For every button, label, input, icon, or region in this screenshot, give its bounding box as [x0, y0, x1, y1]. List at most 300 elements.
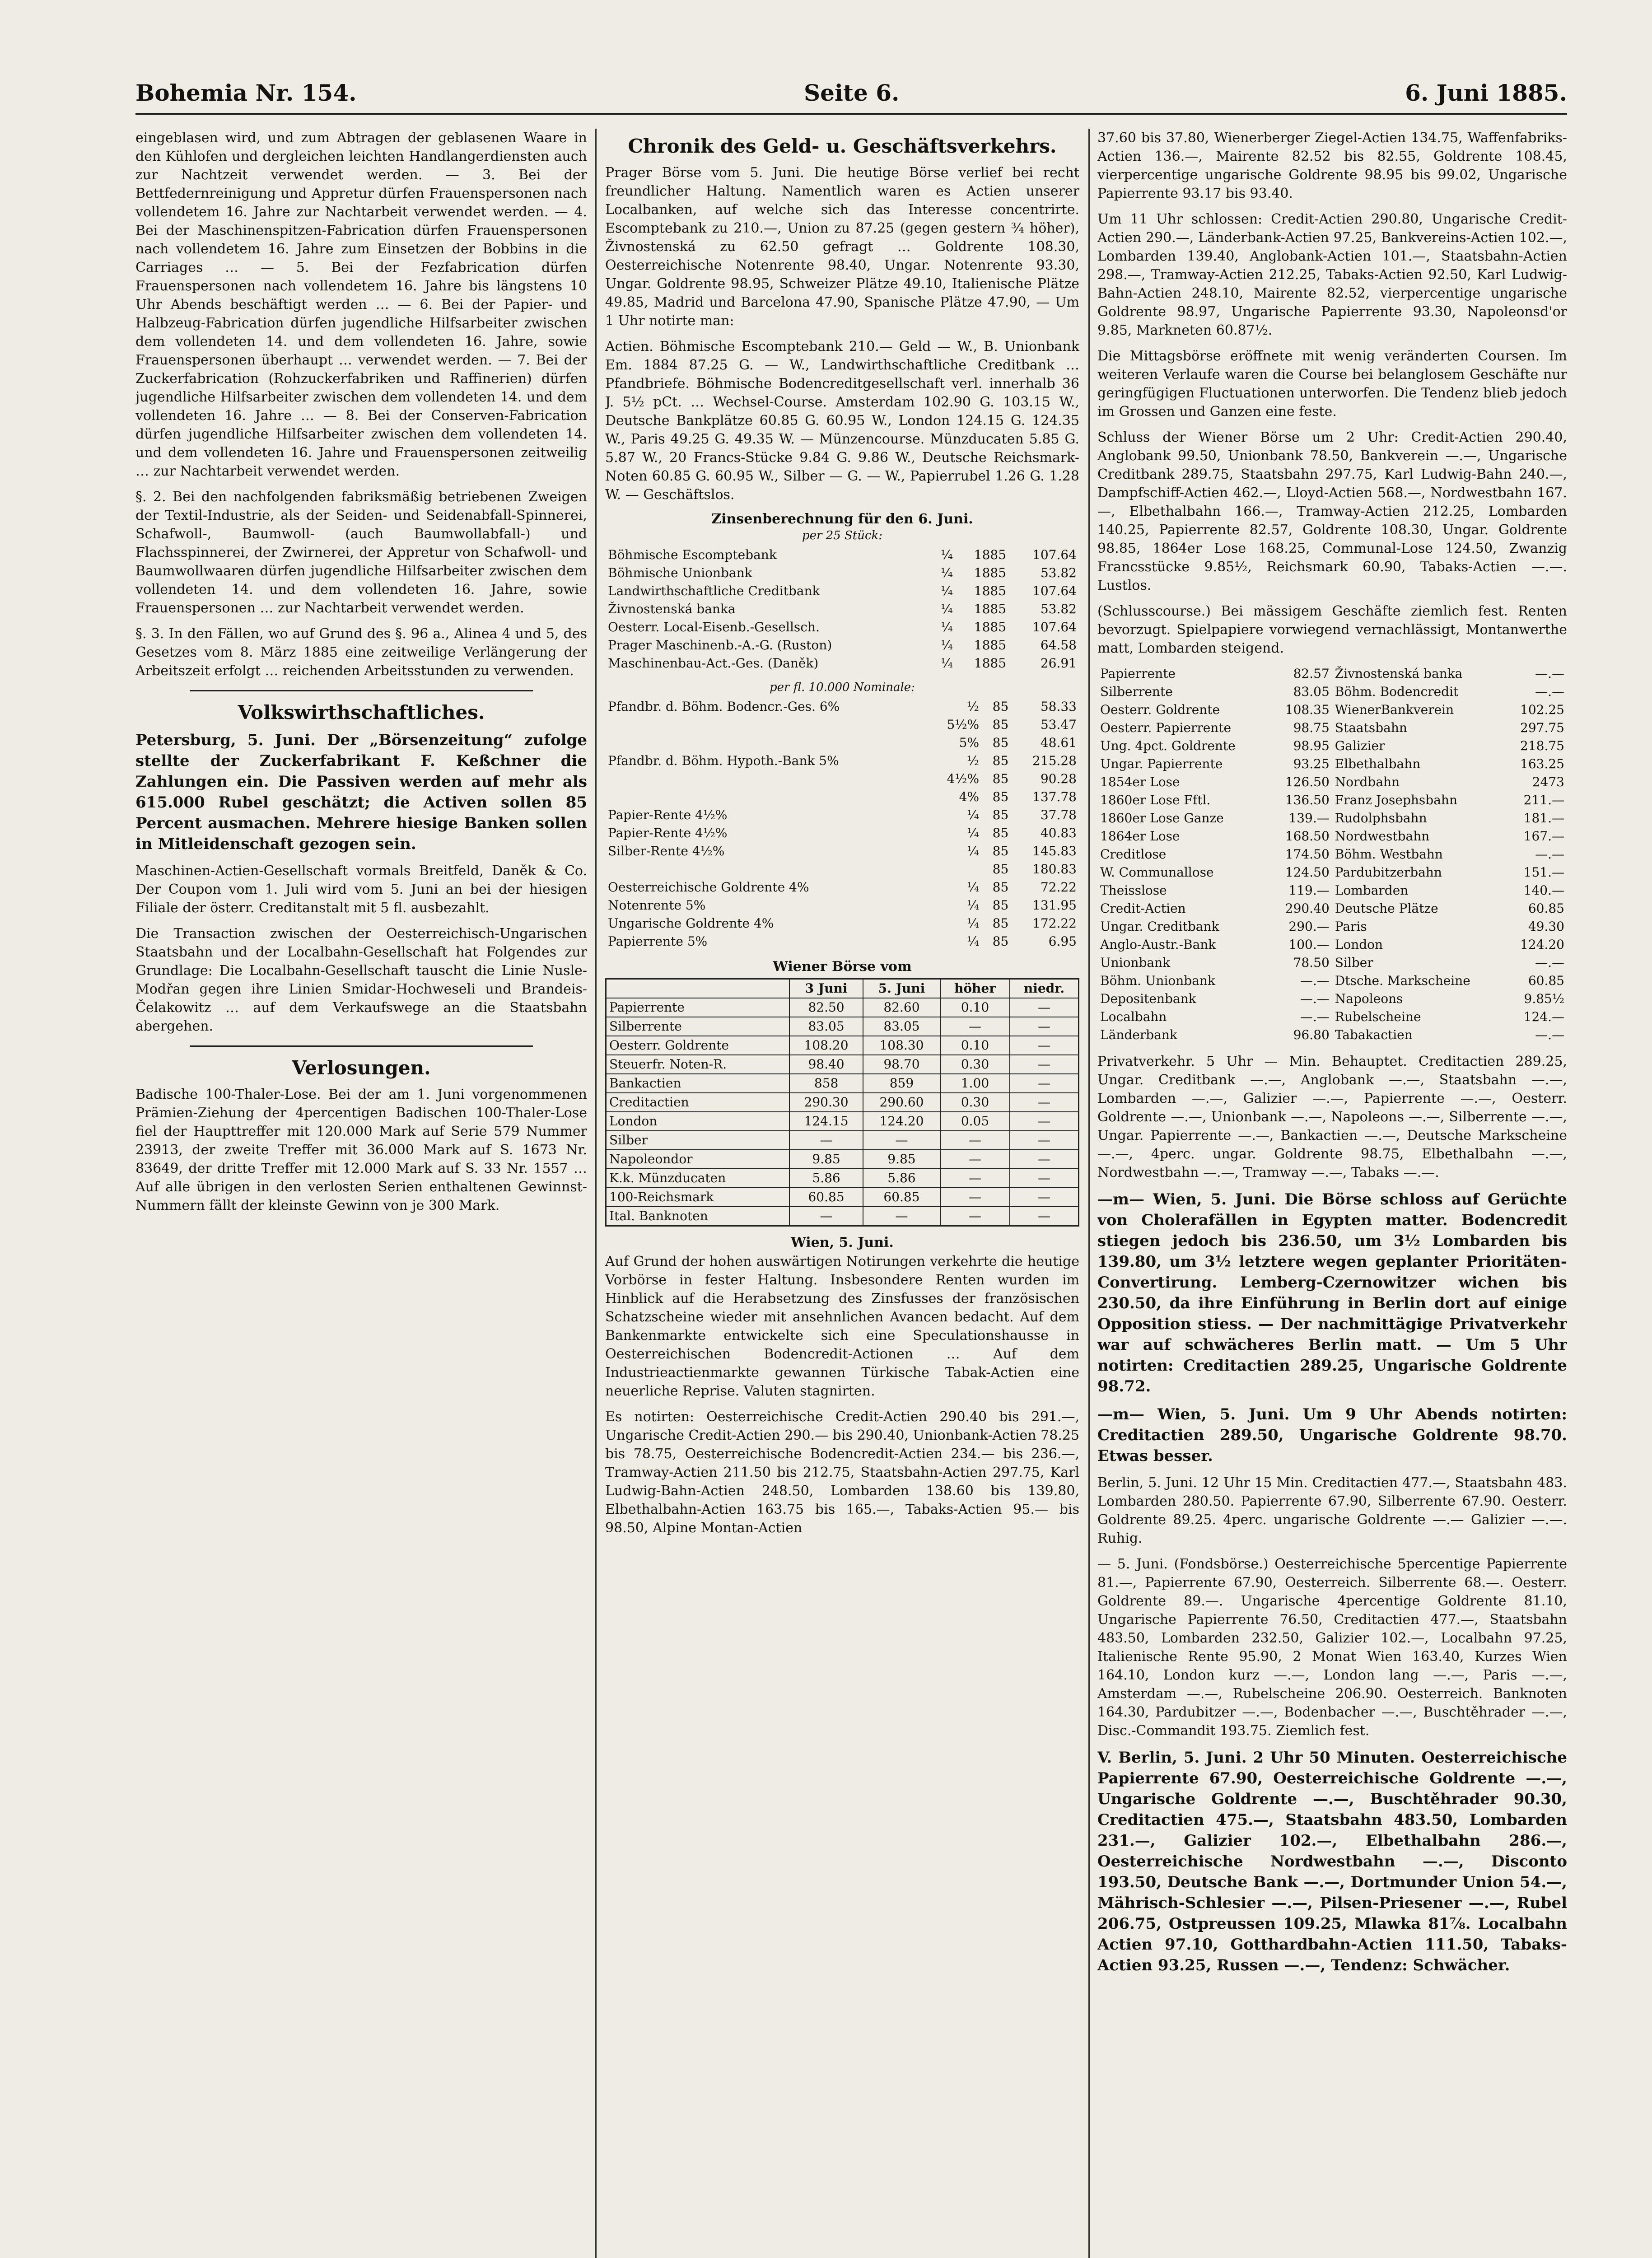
- table-cell: Böhm. Unionbank: [1100, 973, 1215, 988]
- table-cell: —.—: [1535, 1027, 1564, 1042]
- table-cell: ¼: [966, 898, 980, 913]
- table-cell: 140.—: [1523, 883, 1564, 898]
- table-cell: —.—: [1535, 684, 1564, 699]
- table-row: [605, 734, 1079, 752]
- table-cell: [605, 734, 930, 752]
- table-cell: 1854er Lose: [1100, 774, 1180, 789]
- table-cell: Böhmische Unionbank: [608, 565, 752, 580]
- table-cell: —: [1010, 1188, 1078, 1207]
- table-cell: Napoleondor: [606, 1150, 790, 1169]
- table-cell: —: [1010, 1017, 1078, 1036]
- table-row: [606, 1131, 1079, 1150]
- table-cell: 290.60: [863, 1093, 940, 1112]
- table-cell: 139.—: [1288, 811, 1330, 826]
- table-cell: [605, 788, 930, 806]
- table-cell: W. Communallose: [1100, 865, 1214, 880]
- paragraph: Die Mittagsbörse eröffnete mit wenig veränderten Coursen. Im weiteren Verlaufe waren die Course bei belanglosem Geschäfte nur geringfügigen Fluctuationen unterworfen. Die Tendenz blieb jedoch im Grossen und Ganzen eine feste.: [1097, 348, 1567, 420]
- column-header: 5. Juni: [863, 979, 940, 998]
- lead-paragraph: Petersburg, 5. Juni. Der „Börsenzeitung“ zufolge stellte der Zuckerfabrikant F. Keßchner die Zahlungen ein. Die Passiven werden auf mehr als 615.000 Rubel geschätzt; die Activen sollen 85 Percent ausmachen. Mehrere hiesige Banken sollen in Mitleidenschaft gezogen sein.: [135, 731, 587, 853]
- table-cell: 40.83: [1040, 826, 1077, 840]
- table-cell: 82.60: [863, 998, 940, 1017]
- table-cell: —: [940, 1188, 1010, 1207]
- table-cell: 85: [992, 735, 1009, 750]
- table-cell: Rubelscheine: [1335, 1009, 1421, 1024]
- paragraph: Schluss der Wiener Börse um 2 Uhr: Credit-Actien 290.40, Anglobank 99.50, Unionbank 78.50, Bankverein —.—, Ungarische Creditbank 289.75, Staatsbahn 297.75, Karl Ludwig-Bahn 240.—, Dampfschiff-Actien 462.—, Lloyd-Actien 568.—, Nordwestbahn 167.—, Elbethalbahn 166.—, Tramway-Actien 212.25, Lombarden 140.25, Papierrente 82.57, Goldrente 108.30, Ungar. Goldrente 98.85, 1864er Lose 168.25, Communal-Lose 124.50, Zwanzig Francsstücke 9.85½, Reichsmark 60.90, Tabaks-Actien —.—. Lustlos.: [1097, 429, 1567, 593]
- table-cell: ½: [966, 753, 980, 768]
- lead-paragraph: —m— Wien, 5. Juni. Die Börse schloss auf Gerüchte von Cholerafällen in Egypten matter. Bodencredit stiegen jedoch bis 236.50, um 3½ Lombarden bis 139.80, um 3½ letztere wegen geplanter Prioritäten-Convertirung. Lemberg-Czernowitzer wichen bis 230.50, da ihre Einführung in Berlin dort auf einige Opposition stiess. — Der nachmittägige Privatverkehr war auf schwächeres Berlin matt. — Um 5 Uhr notirten: Creditactien 289.25, Ungarische Goldrente 98.72.: [1097, 1190, 1567, 1395]
- table-cell: 211.—: [1523, 793, 1564, 807]
- table-row: [605, 600, 1079, 618]
- table-cell: 85: [992, 807, 1009, 822]
- table-cell: 49.30: [1528, 919, 1564, 934]
- table-cell: —: [940, 1131, 1010, 1150]
- table-cell: ¼: [940, 583, 953, 598]
- table-row: [605, 698, 1079, 716]
- table-cell: —.—: [1300, 1009, 1330, 1024]
- table-cell: 1864er Lose: [1100, 829, 1180, 844]
- table-row: [1097, 863, 1567, 882]
- table-row: [605, 618, 1079, 636]
- table-cell: —: [863, 1131, 940, 1150]
- table-cell: 60.85: [863, 1188, 940, 1207]
- table-row: [606, 1169, 1079, 1188]
- table-row: [606, 1055, 1079, 1074]
- table-cell: 108.30: [863, 1036, 940, 1055]
- section-heading: Verlosungen.: [292, 1057, 431, 1079]
- table-cell: 60.85: [789, 1188, 863, 1207]
- table-cell: —: [940, 1017, 1010, 1036]
- column-right: [1097, 129, 1567, 2258]
- table-row: [1097, 918, 1567, 936]
- table-cell: —: [1010, 1093, 1078, 1112]
- header-publication: Bohemia Nr. 154.: [135, 79, 357, 106]
- column-left: [135, 129, 587, 2258]
- table-cell: Paris: [1335, 919, 1367, 934]
- table-row: [605, 842, 1079, 860]
- table-cell: 290.40: [1285, 901, 1330, 916]
- table-cell: Localbahn: [1100, 1009, 1167, 1024]
- table-row: [606, 1074, 1079, 1093]
- table-cell: Credit-Actien: [1100, 901, 1186, 916]
- table-cell: 5.86: [863, 1169, 940, 1188]
- table-row: [1097, 845, 1567, 863]
- table-cell: ¼: [966, 934, 980, 949]
- table-cell: Silber-Rente 4½%: [608, 844, 725, 858]
- table-cell: ¼: [940, 547, 953, 562]
- table-cell: 85: [992, 717, 1009, 732]
- table-cell: Franz Josephsbahn: [1335, 793, 1457, 807]
- table-cell: 0.10: [940, 1036, 1010, 1055]
- table-cell: Ung. 4pct. Goldrente: [1100, 738, 1236, 753]
- paragraph: Privatverkehr. 5 Uhr — Min. Behauptet. Creditactien 289.25, Ungar. Creditbank —.—, Anglobank —.—, Staatsbahn —.—, Lombarden —.—, Galizier —.—, Papierrente —.—, Oesterr. Goldrente —.—, Unionbank —.—, Napoleons —.—, Silberrente —.—, Ungar. Papierrente —.—, Bankactien —.—, Deutsche Markscheine —.—, 4perc. ungar. Goldrente 98.75, Elbethalbahn —.—, Nordwestbahn —.—, Tramway —.—, Tabaks —.—.: [1097, 1054, 1567, 1180]
- table-cell: Bankactien: [606, 1074, 790, 1093]
- table-cell: Depositenbank: [1100, 991, 1196, 1006]
- table-row: [1097, 701, 1567, 719]
- table-cell: Dtsche. Markscheine: [1335, 973, 1470, 988]
- table-cell: 60.85: [1528, 901, 1564, 916]
- table-cell: 0.30: [940, 1055, 1010, 1074]
- table-row: [1097, 809, 1567, 827]
- paragraph: Die Transaction zwischen der Oesterreichisch-Ungarischen Staatsbahn und der Localbahn-Gesellschaft hat Folgendes zur Grundlage: Die Localbahn-Gesellschaft tauscht die Linie Nusle-Modřan gegen ihre Linien Smidar-Hochweseli und Brandeis-Čelakowitz … auf dem Verkaufswege an die Staatsbahn abergehen.: [135, 926, 587, 1034]
- table-cell: Ungar. Creditbank: [1100, 919, 1219, 934]
- table-cell: Živnostenská banka: [608, 602, 736, 616]
- report-heading: Wien, 5. Juni.: [791, 1235, 894, 1250]
- table-cell: ¼: [966, 880, 980, 895]
- paragraph: 37.60 bis 37.80, Wienerberger Ziegel-Actien 134.75, Waffenfabriks-Actien 136.—, Mairente 82.52 bis 82.55, Goldrente 108.45, vierpercentige ungarische Goldrente 98.95 bis 99.02, Ungarische Papierrente 93.17 bis 93.40.: [1097, 130, 1567, 201]
- table-cell: 297.75: [1520, 720, 1564, 735]
- table-cell: 83.05: [1293, 684, 1330, 699]
- table-title: Wiener Börse vom: [773, 959, 912, 975]
- table-cell: 2473: [1532, 774, 1564, 789]
- table-cell: Silber: [1335, 955, 1373, 970]
- table-row: [1097, 827, 1567, 845]
- table-cell: 53.82: [1040, 602, 1077, 616]
- paragraph: Actien. Böhmische Escomptebank 210.— Geld — W., B. Unionbank Em. 1884 87.25 G. — W., Landwirthschaftliche Creditbank … Pfandbriefe. Böhmische Bodencreditgesellschaft verl. innerhalb 36 J. 5½ pCt. … Wechsel-Course. Amsterdam 102.90 G. 103.15 W., Deutsche Bankplätze 60.85 G. 60.95 W., London 124.15 G. 124.35 W., Paris 49.25 G. 49.35 W. — Münzencourse. Münzducaten 5.85 G. 5.87 W., 20 Francs-Stücke 9.84 G. 9.86 W., Deutsche Reichsmark-Noten 60.85 G. 60.95 W., Silber — G. — W., Papierrubel 1.26 G. 1.28 W. — Geschäftslos.: [605, 339, 1079, 503]
- table-cell: Pardubitzerbahn: [1335, 865, 1442, 880]
- column-header: 3 Juni: [789, 979, 863, 998]
- table-header-row: [606, 979, 1079, 998]
- table-subtitle: per fl. 10.000 Nominale:: [770, 681, 915, 694]
- table-cell: K.k. Münzducaten: [606, 1169, 790, 1188]
- table-row: [606, 998, 1079, 1017]
- paragraph: Es notirten: Oesterreichische Credit-Actien 290.40 bis 291.—, Ungarische Credit-Actien 290.— bis 290.40, Unionbank-Actien 78.25 bis 78.75, Oesterreichische Bodencredit-Actien 234.— bis 236.—, Tramway-Actien 211.50 bis 212.75, Staatsbahn-Actien 297.75, Karl Ludwig-Bahn-Actien 248.50, Lombarden 138.60 bis 139.80, Elbethalbahn-Actien 163.75 bis 165.—, Tabaks-Actien 95.— bis 98.50, Alpine Montan-Actien: [605, 1409, 1079, 1536]
- table-title: Zinsenberechnung für den 6. Juni.: [711, 511, 973, 527]
- table-cell: 0.10: [940, 998, 1010, 1017]
- table-row: [606, 1017, 1079, 1036]
- table-cell: 48.61: [1040, 735, 1077, 750]
- interest-table: [605, 698, 1079, 951]
- table-cell: Nordbahn: [1335, 774, 1400, 789]
- table-cell: Oesterr. Local-Eisenb.-Gesellsch.: [608, 620, 820, 634]
- table-row: [605, 896, 1079, 914]
- table-cell: Anglo-Austr.-Bank: [1100, 937, 1216, 952]
- table-cell: Deutsche Plätze: [1335, 901, 1438, 916]
- table-cell: Silberrente: [1100, 684, 1173, 699]
- table-cell: London: [1335, 937, 1383, 952]
- lead-paragraph: —m— Wien, 5. Juni. Um 9 Uhr Abends notirten: Creditactien 289.50, Ungarische Goldrente 98.70. Etwas besser.: [1097, 1405, 1567, 1465]
- table-cell: Staatsbahn: [1335, 720, 1407, 735]
- table-row: [606, 1093, 1079, 1112]
- table-cell: 181.—: [1523, 811, 1564, 826]
- table-cell: 151.—: [1523, 865, 1564, 880]
- paragraph: §. 2. Bei den nachfolgenden fabriksmäßig betriebenen Zweigen der Textil-Industrie, als der Seiden- und Seidenabfall-Spinnerei, Schafwoll-, Baumwoll- (auch Baumwollabfall-) und Flachsspinnerei, der Zwirnerei, der Appretur von Schafwoll- und Baumwollwaaren dürfen jugendliche Hilfsarbeiter zwischen dem vollendeten 14. und dem vollendeten 16. Jahre, sowie Frauenspersonen … zur Nachtarbeit verwendet werden.: [135, 489, 587, 616]
- table-cell: 85: [992, 844, 1009, 858]
- table-cell: 98.40: [789, 1055, 863, 1074]
- table-cell: —: [1010, 1150, 1078, 1169]
- table-row: [605, 546, 1079, 564]
- table-cell: 5%: [959, 735, 980, 750]
- section-heading: Chronik des Geld- u. Geschäftsverkehrs.: [628, 135, 1057, 157]
- table-row: [605, 878, 1079, 896]
- table-cell: 859: [863, 1074, 940, 1093]
- table-row: [1097, 773, 1567, 791]
- table-cell: Creditactien: [606, 1093, 790, 1112]
- table-cell: 107.64: [1032, 583, 1077, 598]
- table-cell: ¼: [940, 638, 953, 653]
- table-cell: —: [940, 1207, 1010, 1226]
- table-row: [605, 806, 1079, 824]
- table-cell: 85: [992, 826, 1009, 840]
- table-row: [1097, 972, 1567, 990]
- table-cell: 1885: [974, 638, 1007, 653]
- table-cell: Papierrente: [606, 998, 790, 1017]
- paragraph: §. 3. In den Fällen, wo auf Grund des §. 96 a., Alinea 4 und 5, des Gesetzes vom 8. März 1885 eine zeitweilige Verlängerung der Arbeitszeit erfolgt … reichenden Arbeitsstunden zu verwenden.: [135, 626, 587, 679]
- table-cell: 215.28: [1032, 753, 1077, 768]
- table-row: [605, 752, 1079, 770]
- table-row: [606, 1036, 1079, 1055]
- table-subtitle: per 25 Stück:: [802, 529, 883, 542]
- table-cell: 1860er Lose Fftl.: [1100, 793, 1211, 807]
- table-row: [1097, 1008, 1567, 1026]
- table-cell: ¼: [966, 807, 980, 822]
- table-cell: 107.64: [1032, 547, 1077, 562]
- table-cell: 100-Reichsmark: [606, 1188, 790, 1207]
- table-cell: Nordwestbahn: [1335, 829, 1430, 844]
- table-cell: ¼: [940, 620, 953, 634]
- table-cell: Galizier: [1335, 738, 1385, 753]
- table-cell: 163.25: [1520, 756, 1564, 771]
- table-cell: Landwirthschaftliche Creditbank: [608, 583, 820, 598]
- table-row: [605, 654, 1079, 672]
- closing-courses-table: [1097, 665, 1567, 1044]
- table-cell: Lombarden: [1335, 883, 1409, 898]
- header-page-number: Seite 6.: [804, 79, 900, 106]
- table-cell: 93.25: [1293, 756, 1330, 771]
- table-cell: 1885: [974, 602, 1007, 616]
- table-cell: Papier-Rente 4½%: [608, 826, 728, 840]
- table-cell: 136.50: [1285, 793, 1330, 807]
- section-heading: Volkswirthschaftliches.: [238, 701, 485, 723]
- paragraph: (Schlusscourse.) Bei mässigem Geschäfte ziemlich fest. Renten bevorzugt. Spielpapiere vorwiegend vernachlässigt, Montanwerthe matt, Lombarden steigend.: [1097, 603, 1567, 656]
- table-row: [605, 770, 1079, 788]
- table-cell: 85: [992, 898, 1009, 913]
- table-cell: 137.78: [1032, 789, 1077, 804]
- table-cell: 9.85½: [1524, 991, 1564, 1006]
- table-cell: 37.78: [1040, 807, 1077, 822]
- table-cell: Tabakactien: [1335, 1027, 1413, 1042]
- table-cell: —.—: [1300, 973, 1330, 988]
- table-row: [1097, 954, 1567, 972]
- table-cell: [605, 860, 930, 878]
- table-row: [606, 1112, 1079, 1131]
- table-cell: Maschinenbau-Act.-Ges. (Daněk): [608, 656, 819, 671]
- wiener-boerse-table: [605, 978, 1079, 1227]
- table-row: [1097, 737, 1567, 755]
- table-row: [605, 582, 1079, 600]
- table-row: [1097, 882, 1567, 900]
- table-cell: —.—: [1535, 847, 1564, 862]
- table-cell: 108.20: [789, 1036, 863, 1055]
- table-cell: 85: [992, 862, 1009, 877]
- paragraph: Prager Börse vom 5. Juni. Die heutige Börse verlief bei recht freundlicher Haltung. Namentlich waren es Actien unserer Localbanken, auf welche sich das Interesse concentrirte. Escomptebank zu 210.—, Union zu 87.25 (gegen gestern ¾ höher), Živnostenská zu 62.50 gefragt … Goldrente 108.30, Oesterreichische Notenrente 98.40, Ungar. Notenrente 93.30, Ungar. Goldrente 98.95, Schweizer Plätze 49.10, Italienische Plätze 49.85, Madrid und Barcelona 47.90, Spanische Plätze 47.90, — Um 1 Uhr notirte man:: [605, 165, 1079, 329]
- table-cell: 0.05: [940, 1112, 1010, 1131]
- table-cell: —.—: [1535, 955, 1564, 970]
- table-cell: 107.64: [1032, 620, 1077, 634]
- table-cell: Steuerfr. Noten-R.: [606, 1055, 790, 1074]
- table-cell: 85: [992, 916, 1009, 931]
- table-cell: 5½%: [947, 717, 980, 732]
- table-cell: 85: [992, 934, 1009, 949]
- table-cell: Ungarische Goldrente 4%: [608, 916, 774, 931]
- table-row: [605, 914, 1079, 933]
- table-cell: 82.57: [1293, 666, 1330, 681]
- table-cell: Elbethalbahn: [1335, 756, 1421, 771]
- table-cell: 124.20: [863, 1112, 940, 1131]
- table-cell: Pfandbr. d. Böhm. Bodencr.-Ges. 6%: [608, 699, 840, 714]
- table-cell: Böhm. Bodencredit: [1335, 684, 1459, 699]
- table-row: [1097, 1026, 1567, 1044]
- table-cell: WienerBankverein: [1335, 702, 1454, 717]
- table-row: [1097, 936, 1567, 954]
- table-cell: Oesterr. Papierrente: [1100, 720, 1232, 735]
- lead-paragraph: V. Berlin, 5. Juni. 2 Uhr 50 Minuten. Oesterreichische Papierrente 67.90, Oesterreichische Goldrente —.—, Ungarische Goldrente —.—, Buschtěhrader 90.30, Creditactien 475.—, Staatsbahn 483.50, Lombarden 231.—, Galizier 102.—, Elbethalbahn 286.—, Oesterreichische Nordwestbahn —.—, Disconto 193.50, Deutsche Bank —.—, Dortmunder Union 54.—, Mährisch-Schlesier —.—, Pilsen-Priesener —.—, Rubel 206.75, Ostpreussen 109.25, Mlawka 81⅞. Localbahn Actien 97.10, Gotthardbahn-Actien 111.50, Tabaks-Actien 93.25, Russen —.—, Tendenz: Schwächer.: [1097, 1749, 1567, 1974]
- table-cell: —: [789, 1207, 863, 1226]
- table-cell: —: [1010, 1207, 1078, 1226]
- table-cell: 83.05: [789, 1017, 863, 1036]
- table-cell: 0.30: [940, 1093, 1010, 1112]
- table-cell: 64.58: [1040, 638, 1077, 653]
- table-cell: Oesterreichische Goldrente 4%: [608, 880, 809, 895]
- table-cell: 167.—: [1523, 829, 1564, 844]
- table-cell: 98.75: [1293, 720, 1330, 735]
- table-cell: 172.22: [1032, 916, 1077, 931]
- column-middle: [605, 129, 1079, 2258]
- table-cell: Pfandbr. d. Böhm. Hypoth.-Bank 5%: [608, 753, 839, 768]
- table-row: [605, 824, 1079, 842]
- table-cell: 4½%: [947, 771, 980, 786]
- table-cell: 53.82: [1040, 565, 1077, 580]
- table-cell: 60.85: [1528, 973, 1564, 988]
- table-cell: 100.—: [1288, 937, 1330, 952]
- table-cell: Napoleons: [1335, 991, 1403, 1006]
- table-cell: —: [940, 1169, 1010, 1188]
- newspaper-page: [135, 77, 1567, 2258]
- table-cell: —: [1010, 1112, 1078, 1131]
- table-cell: 218.75: [1520, 738, 1564, 753]
- paragraph: Badische 100-Thaler-Lose. Bei der am 1. Juni vorgenommenen Prämien-Ziehung der 4percentigen Badischen 100-Thaler-Lose fiel der Haupttreffer mit 120.000 Mark auf Serie 579 Nummer 23913, der zweite Treffer mit 36.000 Mark auf S. 1673 Nr. 83649, der dritte Treffer mit 12.000 Mark auf S. 33 Nr. 1557 … Auf alle übrigen in den verlosten Serien enthaltenen Gewinnst-Nummern fällt der kleinste Gewinn von je 300 Mark.: [135, 1087, 587, 1213]
- table-row: [605, 564, 1079, 582]
- paragraph: Berlin, 5. Juni. 12 Uhr 15 Min. Creditactien 477.—, Staatsbahn 483. Lombarden 280.50. Papierrente 67.90, Silberrente 67.90. Oesterr. Goldrente 89.25. 4perc. ungarische Goldrente —.— Galizier —.—. Ruhig.: [1097, 1475, 1567, 1546]
- table-cell: 1885: [974, 620, 1007, 634]
- table-cell: 9.85: [789, 1150, 863, 1169]
- table-cell: Theisslose: [1100, 883, 1167, 898]
- column-rule: [1088, 129, 1090, 2258]
- table-cell: ¼: [940, 602, 953, 616]
- table-cell: Oesterr. Goldrente: [606, 1036, 790, 1055]
- table-cell: Ital. Banknoten: [606, 1207, 790, 1226]
- table-row: [605, 788, 1079, 806]
- table-cell: 72.22: [1040, 880, 1077, 895]
- table-cell: [930, 860, 982, 878]
- page-header: [135, 77, 1567, 115]
- table-cell: —: [1010, 1036, 1078, 1055]
- table-cell: —: [1010, 1055, 1078, 1074]
- table-cell: Böhm. Westbahn: [1335, 847, 1443, 862]
- table-cell: 1885: [974, 656, 1007, 671]
- table-cell: 85: [992, 789, 1009, 804]
- table-cell: London: [606, 1112, 790, 1131]
- table-cell: 290.30: [789, 1093, 863, 1112]
- table-cell: 90.28: [1040, 771, 1077, 786]
- table-cell: 85: [992, 753, 1009, 768]
- table-cell: 180.83: [1032, 862, 1077, 877]
- table-cell: —: [940, 1150, 1010, 1169]
- table-cell: 290.—: [1288, 919, 1330, 934]
- table-cell: 82.50: [789, 998, 863, 1017]
- table-row: [605, 933, 1079, 951]
- table-cell: ¼: [966, 916, 980, 931]
- table-cell: Böhmische Escomptebank: [608, 547, 777, 562]
- table-cell: 124.15: [789, 1112, 863, 1131]
- table-row: [605, 636, 1079, 654]
- table-cell: ¼: [966, 826, 980, 840]
- table-cell: —.—: [1535, 666, 1564, 681]
- table-cell: 124.—: [1523, 1009, 1564, 1024]
- table-cell: 85: [992, 771, 1009, 786]
- table-cell: [605, 716, 930, 734]
- table-cell: Živnostenská banka: [1335, 666, 1463, 681]
- table-cell: Länderbank: [1100, 1027, 1177, 1042]
- table-cell: —: [1010, 998, 1078, 1017]
- table-cell: 58.33: [1040, 699, 1077, 714]
- table-cell: ¼: [940, 565, 953, 580]
- table-cell: Papierrente: [1100, 666, 1176, 681]
- table-row: [606, 1150, 1079, 1169]
- table-cell: Unionbank: [1100, 955, 1171, 970]
- table-cell: 1885: [974, 547, 1007, 562]
- table-cell: 126.50: [1285, 774, 1330, 789]
- table-cell: —.—: [1300, 991, 1330, 1006]
- table-cell: 4%: [959, 789, 980, 804]
- paragraph: Um 11 Uhr schlossen: Credit-Actien 290.80, Ungarische Credit-Actien 290.—, Länderbank-Actien 97.25, Bankvereins-Actien 102.—, Lombarden 139.40, Anglobank-Actien 101.—, Staatsbahn-Actien 298.—, Tramway-Actien 212.25, Tabaks-Actien 92.50, Karl Ludwig-Bahn-Actien 248.10, Mairente 82.52, vierpercentige ungarische Goldrente 98.97, Ungarische Papierrente 93.30, Napoleonsd'or 9.85, Markneten 60.87½.: [1097, 211, 1567, 338]
- table-cell: —: [789, 1131, 863, 1150]
- table-cell: Prager Maschinenb.-A.-G. (Ruston): [608, 638, 832, 653]
- paragraph: Maschinen-Actien-Gesellschaft vormals Breitfeld, Daněk & Co. Der Coupon vom 1. Juli wird vom 5. Juni an bei der hiesigen Filiale der österr. Creditanstalt mit 5 fl. ausbezahlt.: [135, 863, 587, 916]
- table-row: [1097, 755, 1567, 773]
- column-rule: [595, 129, 597, 2258]
- table-cell: Creditlose: [1100, 847, 1167, 862]
- table-cell: 102.25: [1520, 702, 1564, 717]
- table-cell: 145.83: [1032, 844, 1077, 858]
- column-header: [606, 979, 790, 998]
- table-row: [605, 860, 1079, 878]
- table-cell: 9.85: [863, 1150, 940, 1169]
- table-cell: [605, 770, 930, 788]
- table-cell: 6.95: [1048, 934, 1077, 949]
- table-cell: 85: [992, 880, 1009, 895]
- table-cell: 858: [789, 1074, 863, 1093]
- table-cell: 108.35: [1285, 702, 1330, 717]
- table-cell: 131.95: [1032, 898, 1077, 913]
- table-cell: 1885: [974, 565, 1007, 580]
- paragraph: eingeblasen wird, und zum Abtragen der geblasenen Waare in den Kühlofen und dergleichen leichten Handlangerdiensten auch zur Nachtzeit verwendet werden. — 3. Bei der Bettfedernreinigung und Appretur dürfen Frauenspersonen nach vollendetem 16. Jahre zur Nachtarbeit verwendet werden. — 4. Bei der Maschinenspitzen-Fabrication dürfen Frauenspersonen nach vollendetem 16. Jahre zum Einsetzen der Bobbins in die Carriages … — 5. Bei der Fezfabrication dürfen Frauenspersonen nach vollendetem 16. Jahre bis längstens 10 Uhr Abends beschäftigt werden … — 6. Bei der Papier- und Halbzeug-Fabrication dürfen jugendliche Hilfsarbeiter zwischen dem vollendeten 14. und dem vollendeten 16. Jahre, sowie Frauenspersonen überhaupt … verwendet werden. — 7. Bei der Zuckerfabrication (Rohzuckerfabriken und Raffinerien) dürfen jugendliche Hilfsarbeiter zwischen dem vollendeten 14. und dem vollendeten 16. Jahre … — 8. Bei der Conserven-Fabrication dürfen jugendliche Hilfsarbeiter zwischen dem vollendeten 14. und dem vollendeten 16. Jahre und Frauenspersonen zeitweilig … zur Nachtarbeit verwendet werden.: [135, 130, 587, 479]
- table-cell: 83.05: [863, 1017, 940, 1036]
- column-header: höher: [940, 979, 1010, 998]
- table-cell: ½: [966, 699, 980, 714]
- table-cell: —: [1010, 1131, 1078, 1150]
- table-row: [1097, 791, 1567, 809]
- table-cell: —: [1010, 1169, 1078, 1188]
- table-cell: ¼: [940, 656, 953, 671]
- table-cell: 85: [992, 699, 1009, 714]
- table-cell: Ungar. Papierrente: [1100, 756, 1223, 771]
- divider: [190, 1045, 533, 1047]
- table-row: [605, 716, 1079, 734]
- paragraph: Auf Grund der hohen auswärtigen Notirungen verkehrte die heutige Vorbörse in fester Haltung. Insbesondere Renten wurden im Hinblick auf die Herabsetzung des Zinsfusses der französischen Schatzscheine wieder mit ansehnlichen Avancen bedacht. Auf dem Bankenmarkte entwickelte sich eine Speculationshausse in Oesterreichischen Bodencredit-Actionen … Auf dem Industrieactienmarkte gewannen Türkische Tabak-Actien eine neuerliche Reprise. Valuten stagnirten.: [605, 1254, 1079, 1399]
- table-cell: 96.80: [1293, 1027, 1330, 1042]
- table-row: [1097, 665, 1567, 683]
- table-cell: Notenrente 5%: [608, 898, 706, 913]
